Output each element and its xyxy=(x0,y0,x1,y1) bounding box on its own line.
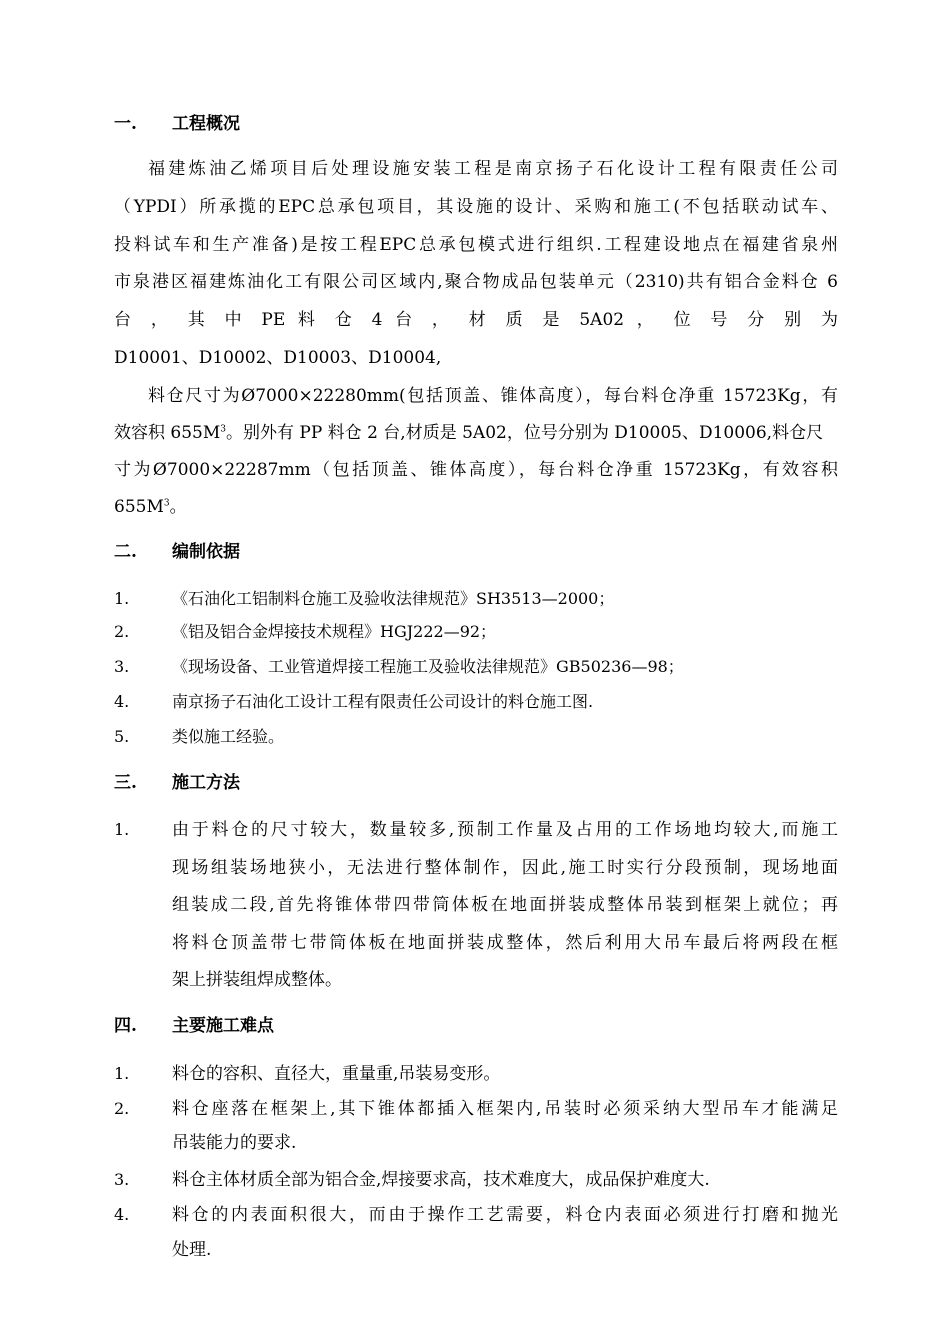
list-item-line: 料仓的内表面积很大，而由于操作工艺需要，料仓内表面必须进行打磨和抛光 xyxy=(172,1205,838,1225)
superscript: 3 xyxy=(220,424,226,435)
paragraph-line: 福建炼油乙烯项目后处理设施安装工程是南京扬子石化设计工程有限责任公司 xyxy=(148,159,838,179)
section-title: 编制依据 xyxy=(172,542,240,562)
paragraph-line xyxy=(114,495,838,519)
paragraph-line: 料仓尺寸为Ø7000×22280mm(包括顶盖、锥体高度），每台料仓净重 15723Kg，有 xyxy=(148,386,838,406)
text-span: 。 xyxy=(169,497,187,517)
section-title: 施工方法 xyxy=(172,773,240,793)
section-number: 三. xyxy=(114,773,137,793)
list-item-line: 料仓座落在框架上,其下锥体都插入框架内,吊装时必须采纳大型吊车才能满足 xyxy=(172,1099,838,1119)
list-item-line: 架上拼装组焊成整体。 xyxy=(172,970,342,990)
paragraph-line: （YPDI）所承揽的EPC总承包项目，其设施的设计、采购和施工(不包括联动试车、 xyxy=(114,197,838,217)
paragraph-line: 台 ， 其 中 PE 料 仓 4 台 ， 材 质 是 5A02 ， 位 号 分 别 为 xyxy=(114,310,838,330)
section-title: 工程概况 xyxy=(172,114,240,134)
list-item-line: 处理. xyxy=(172,1240,212,1260)
section-title: 主要施工难点 xyxy=(172,1016,274,1036)
paragraph-line xyxy=(114,421,838,445)
list-item-number: 1. xyxy=(114,589,130,608)
text-span: 效容积 655M xyxy=(114,423,221,443)
list-item xyxy=(114,587,838,611)
list-item xyxy=(114,690,838,714)
list-item-number: 4. xyxy=(114,692,130,711)
paragraph-line: 市泉港区福建炼油化工有限公司区域内,聚合物成品包装单元（2310)共有铝合金料仓 6 xyxy=(114,272,838,292)
paragraph-line: 寸为Ø7000×22287mm（包括顶盖、锥体高度），每台料仓净重 15723Kg，有效容积 xyxy=(114,460,838,480)
list-item-text: 《现场设备、工业管道焊接工程施工及验收法律规范》GB50236—98； xyxy=(172,657,684,676)
paragraph-line: 投料试车和生产准备)是按工程EPC总承包模式进行组织.工程建设地点在福建省泉州 xyxy=(114,235,838,255)
list-item-line: 将料仓顶盖带七带筒体板在地面拼装成整体，然后利用大吊车最后将两段在框 xyxy=(172,933,838,953)
list-item-number: 1. xyxy=(114,820,130,839)
list-item-text: 类似施工经验。 xyxy=(172,727,285,746)
list-item-text: 《铝及铝合金焊接技术规程》HGJ222—92； xyxy=(172,622,497,641)
list-item-number: 2. xyxy=(114,1099,130,1118)
superscript: 3 xyxy=(163,498,170,509)
list-item-line: 现场组装场地狭小，无法进行整体制作，因此,施工时实行分段预制，现场地面 xyxy=(172,858,838,878)
list-item-line: 由于料仓的尺寸较大，数量较多,预制工作量及占用的工作场地均较大,而施工 xyxy=(172,820,838,840)
list-item-text: 南京扬子石油化工设计工程有限责任公司设计的料仓施工图. xyxy=(172,692,594,711)
section-number: 一. xyxy=(114,114,137,134)
list-item-line: 吊装能力的要求. xyxy=(172,1133,297,1153)
list-item xyxy=(114,620,838,644)
list-item-number: 3. xyxy=(114,657,130,676)
list-item-line: 料仓的容积、直径大，重量重,吊装易变形。 xyxy=(172,1064,501,1084)
list-item-number: 5. xyxy=(114,727,130,746)
list-item-line: 组装成二段,首先将锥体带四带筒体板在地面拼装成整体吊装到框架上就位；再 xyxy=(172,895,838,915)
list-item-number: 1. xyxy=(114,1064,130,1083)
list-item xyxy=(114,655,838,679)
list-item-number: 4. xyxy=(114,1205,130,1224)
list-item-text: 《石油化工铝制料仓施工及验收法律规范》SH3513—2000； xyxy=(172,589,615,608)
paragraph-line: D10001、D10002、D10003、D10004, xyxy=(114,348,442,368)
list-item-number: 3. xyxy=(114,1170,130,1189)
text-span: 655M xyxy=(114,497,164,517)
list-item-line: 料仓主体材质全部为铝合金,焊接要求高，技术难度大，成品保护难度大. xyxy=(172,1170,710,1190)
text-span: 。别外有 PP 料仓 2 台,材质是 5A02，位号分别为 D10005、D10006,料仓尺 xyxy=(226,423,824,443)
list-item xyxy=(114,725,838,749)
section-number: 四. xyxy=(114,1016,137,1036)
section-number: 二. xyxy=(114,542,137,562)
list-item-number: 2. xyxy=(114,622,130,641)
